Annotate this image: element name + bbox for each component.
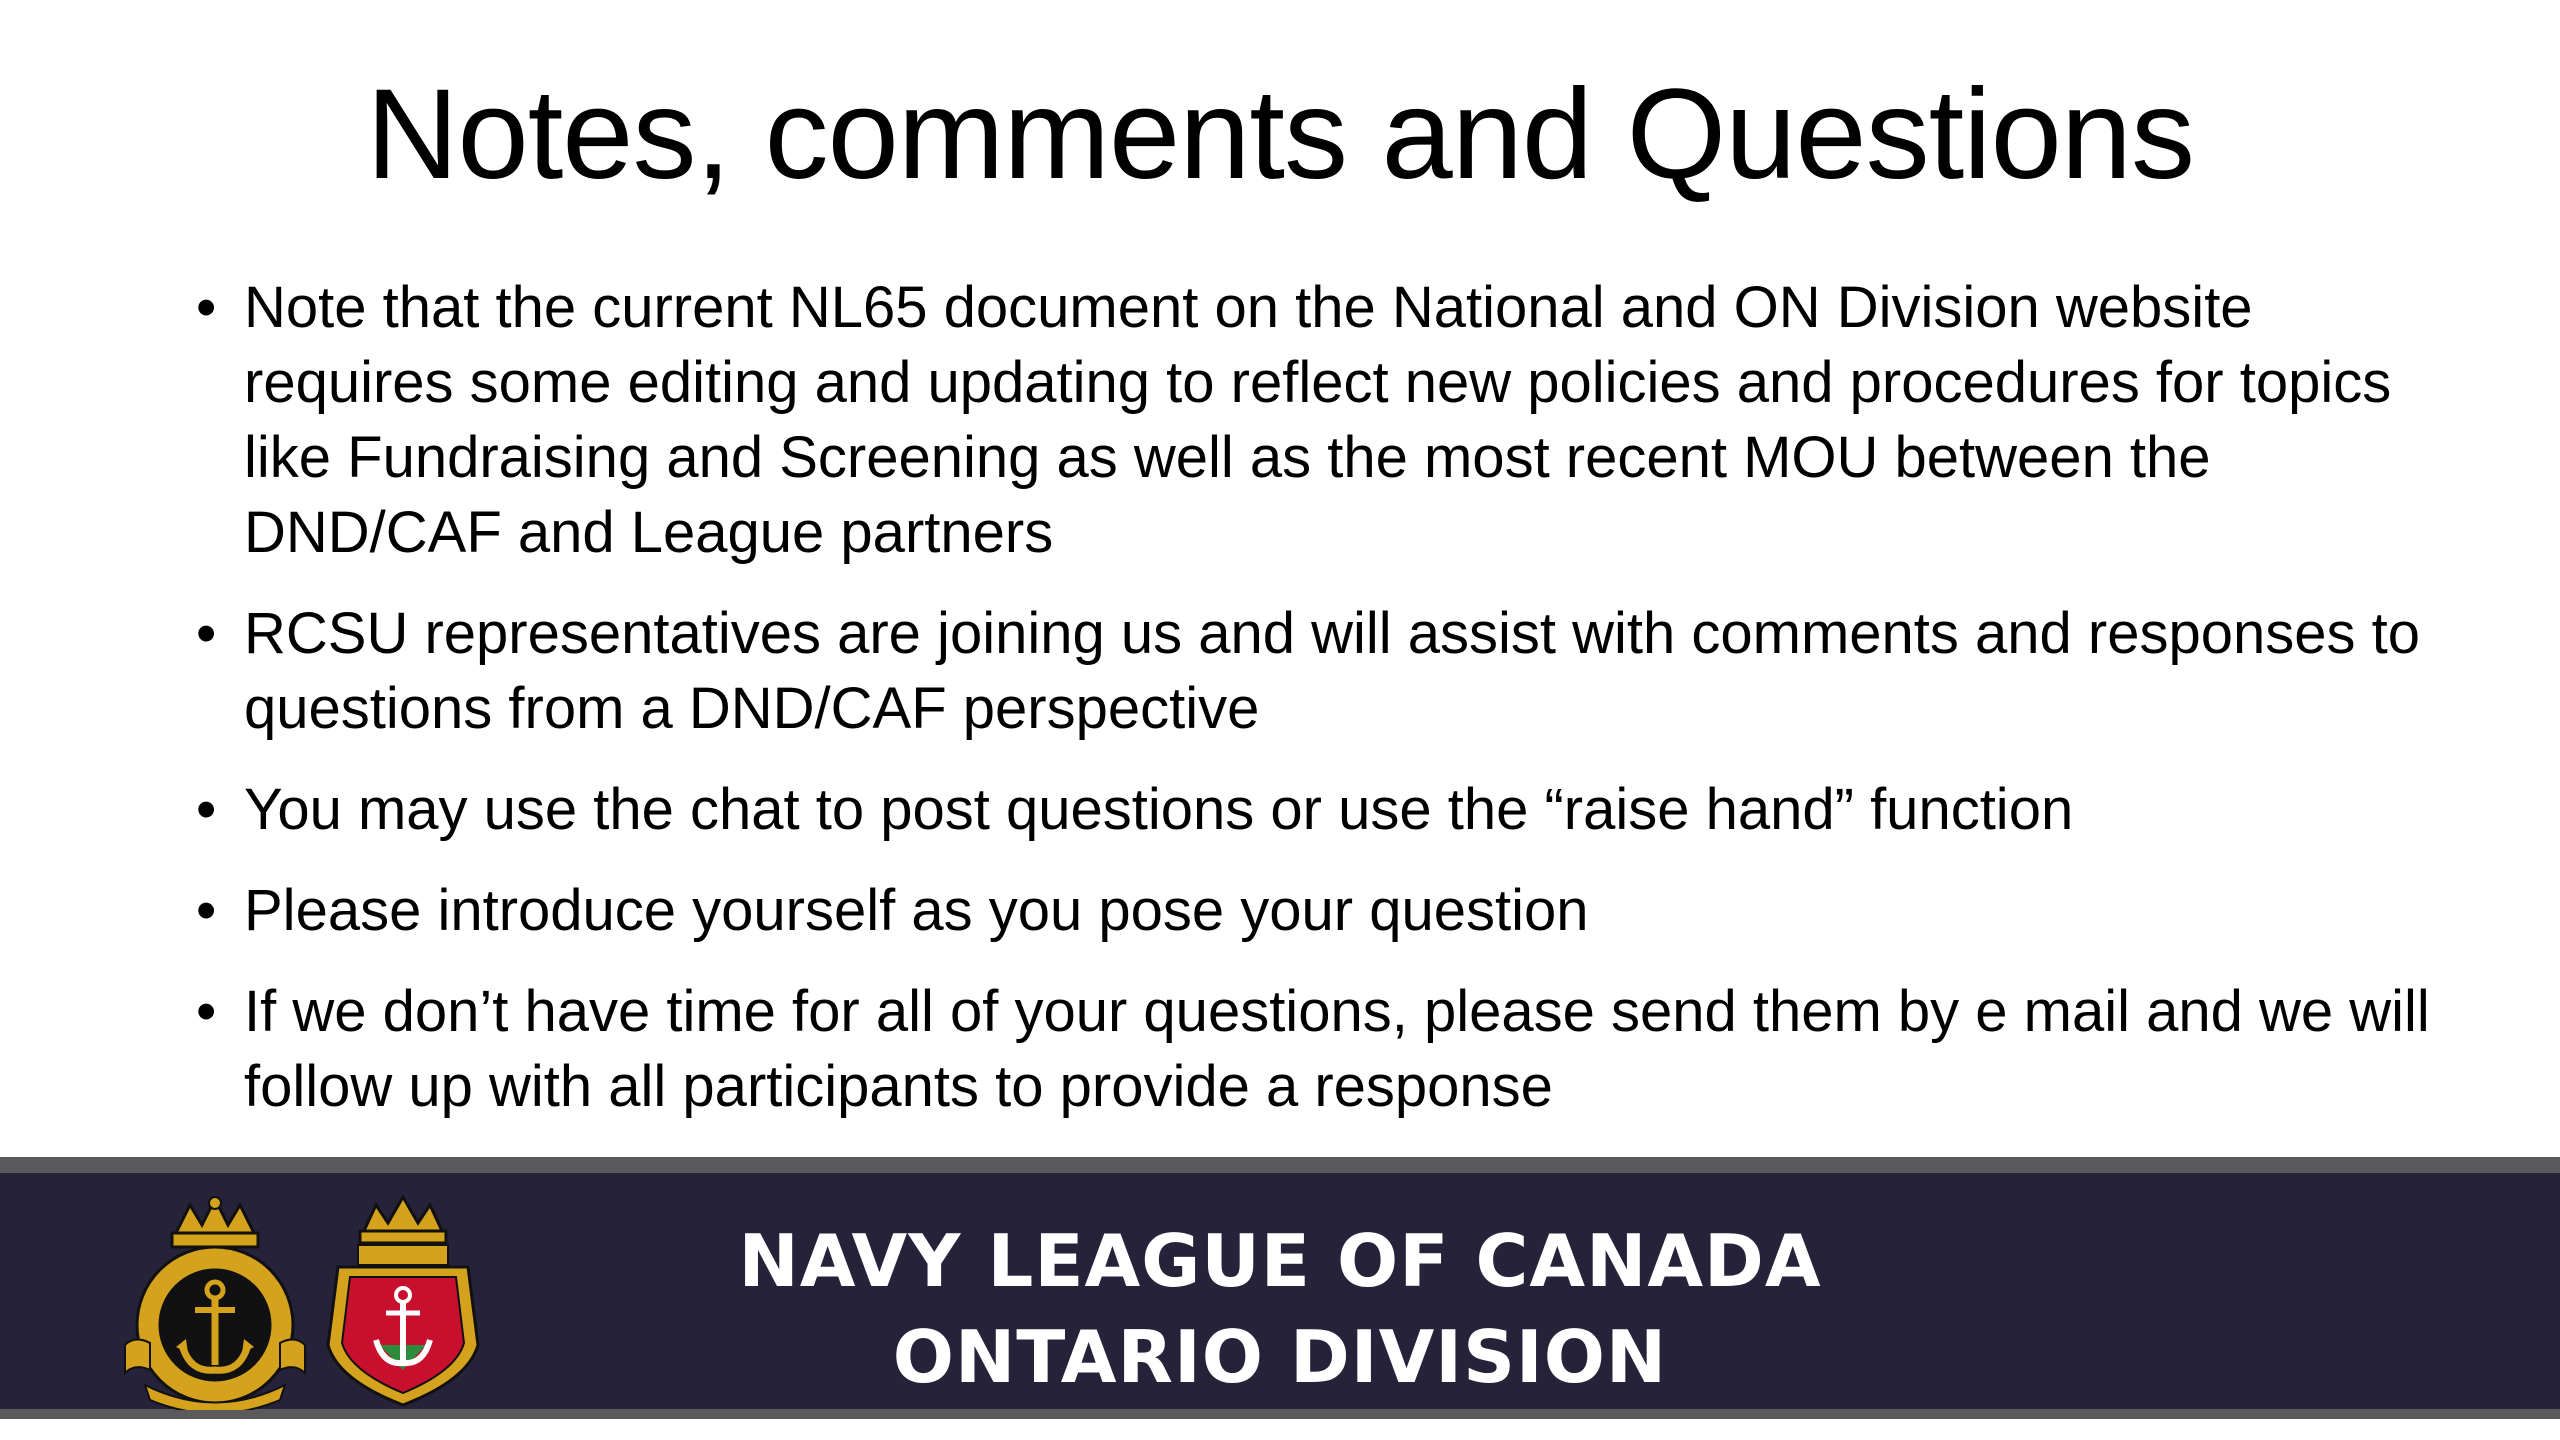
footer-banner [0, 1157, 2560, 1419]
bullet-text: RCSU representatives are joining us and will assist with comments and responses to questions from a DND/CAF perspective [244, 601, 2420, 741]
bullet-dot: • [196, 777, 217, 842]
bullet-item [196, 270, 2436, 570]
bullet-text: Please introduce yourself as you pose your question [244, 878, 1589, 943]
bullet-item [196, 873, 2436, 948]
bullet-item [196, 596, 2436, 746]
bullet-item [196, 974, 2436, 1124]
bullet-text: Note that the current NL65 document on the National and ON Division website requires some editing and updating to reflect new policies and procedures for topics like Fundraising and Screening as well as the most recent MOU between the DND/CAF and League partners [244, 275, 2392, 565]
footer-line-1: NAVY LEAGUE OF CANADA [738, 1219, 1822, 1303]
footer-line-2: ONTARIO DIVISION [892, 1315, 1668, 1399]
bullet-list [196, 270, 2436, 1150]
bullet-text: You may use the chat to post questions or use the “raise hand” function [244, 777, 2074, 842]
bullet-dot: • [196, 275, 217, 340]
footer-title [0, 1213, 2560, 1405]
bullet-dot: • [196, 601, 217, 666]
bullet-dot: • [196, 979, 217, 1044]
bullet-text: If we don’t have time for all of your questions, please send them by e mail and we will follow up with all participants to provide a response [244, 979, 2430, 1119]
bullet-dot: • [196, 878, 217, 943]
bullet-item [196, 772, 2436, 847]
slide-title: Notes, comments and Questions [366, 63, 2194, 206]
